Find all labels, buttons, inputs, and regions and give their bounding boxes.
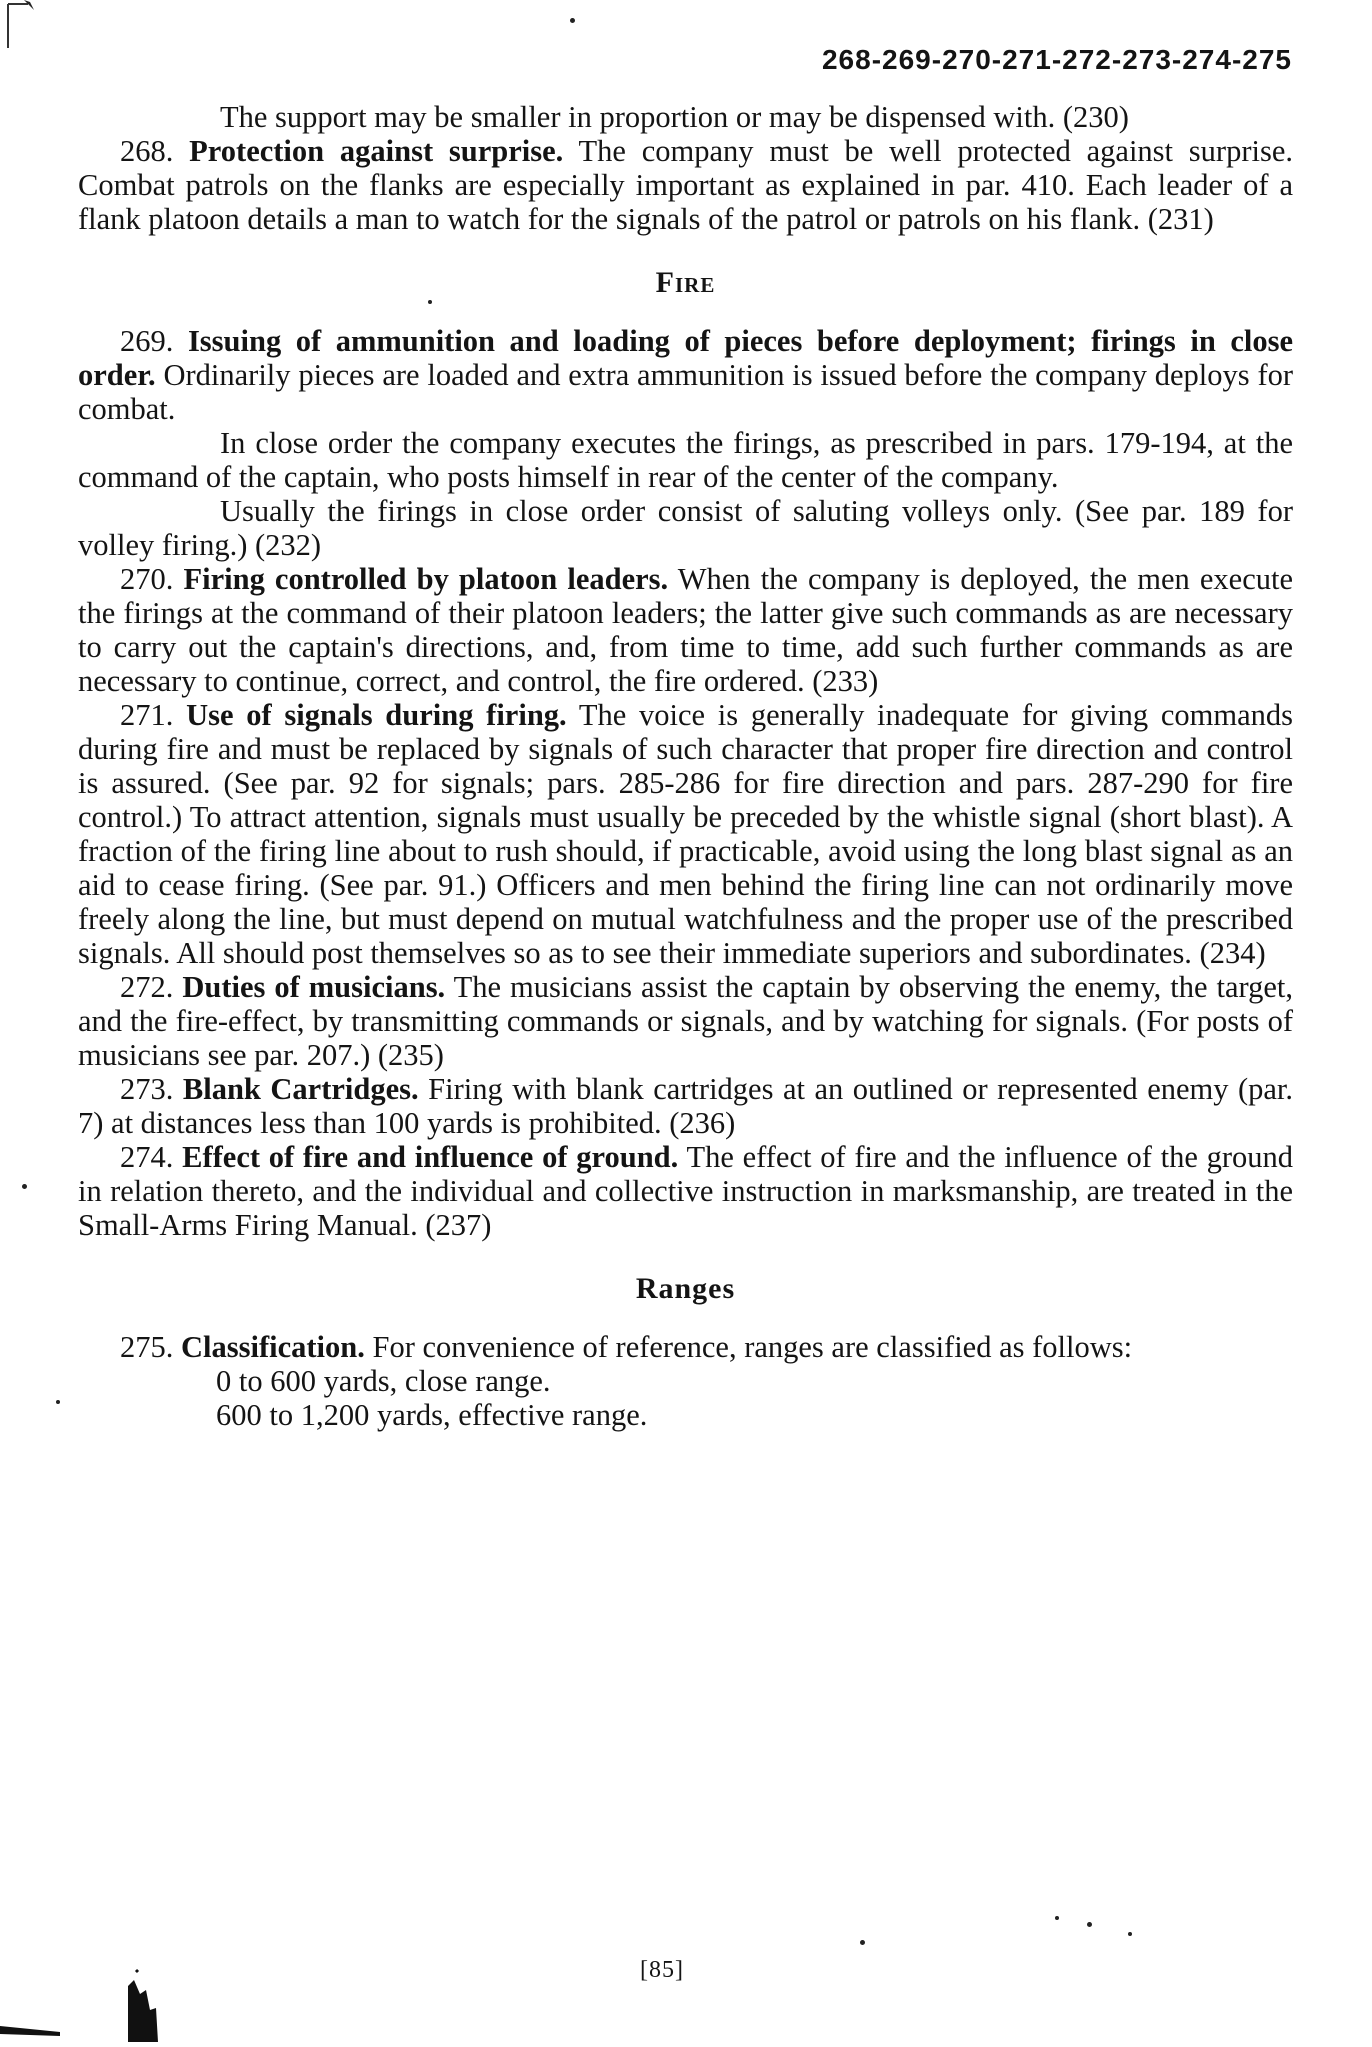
paragraph-number: 272. [120,970,174,1004]
paragraph-number: 268. [120,134,174,168]
paragraph-title: Blank Cartridges. [182,1072,419,1106]
intro-paragraph: The support may be smaller in proportion or may be dispensed with. (230) [220,100,1129,134]
paragraph-number: 273. [120,1072,174,1106]
paragraph-268 [78,134,1293,236]
paragraph-number: 269. [120,324,174,358]
scan-corner-mark [0,0,80,60]
scan-speck [1128,1932,1132,1936]
section-heading-fire: Fire [655,266,716,299]
paragraph-text: The voice is generally inadequate for giving commands during fire and must be replaced by signals of such character that proper fire direction and control is assured. (See par. 92 for signals; pars. 285-286 for fire direction and pars. 287-290 for fire control.) To attract attention, signals must usually be preceded by the whistle signal (short blast). A fraction of the firing line about to rush should, if practicable, avoid using the long blast signal as an aid to cease firing. (See par. 91.) Officers and men behind the firing line can not ordinarily move freely along the line, but must depend on mutual watchfulness and the proper use of the prescribed signals. All should post themselves so as to see their immediate superiors and subordinates. (234) [78,698,1293,970]
paragraph-text: When the company is deployed, the men execute the firings at the command of their platoon leaders; the latter give such commands as are necessary to carry out the captain's directions, and, from time to time, add such further commands as are necessary to continue, correct, and control, the fire ordered. (233) [78,562,1293,698]
paragraph-273 [78,1072,1293,1140]
paragraph-number: 270. [120,562,174,596]
paragraph-269-saluting-volleys: Usually the firings in close order consist of saluting volleys only. (See par. 189 for volley firing.) (232) [78,494,1293,562]
paragraph-text: For convenience of reference, ranges are classified as follows: [372,1330,1133,1364]
scan-speck [22,1184,27,1189]
paragraph-title: Protection against surprise. [189,134,564,168]
paragraph-272 [78,970,1293,1072]
paragraph-number: 275. [120,1330,174,1364]
scan-speck [570,18,575,23]
paragraph-text: The effect of fire and the influence of the ground in relation thereto, and the individual and collective instruction in marksmanship, are treated in the Small-Arms Firing Manual. (237) [78,1140,1294,1242]
page-folio: [85] [640,1957,684,1983]
paragraph-title: Duties of musicians. [182,970,446,1004]
section-heading-ranges: Ranges [635,1272,736,1305]
scan-speck [860,1940,865,1945]
paragraph-271 [78,698,1293,970]
paragraph-text: The musicians assist the captain by observing the enemy, the target, and the fire-effect, by transmitting commands or signals, and by watching for signals. (For posts of musicians see par. 207.) (235) [78,970,1293,1072]
running-header-page-numbers: 268-269-270-271-272-273-274-275 [821,44,1292,75]
paragraph-title: Effect of fire and influence of ground. [182,1140,679,1174]
range-effective: 600 to 1,200 yards, effective range. [216,1398,648,1432]
binding-edge-mark [0,1950,200,2047]
paragraph-number: 271. [120,698,174,732]
range-close: 0 to 600 yards, close range. [216,1364,551,1398]
paragraph-title: Use of signals during firing. [186,698,567,732]
scan-speck [1055,1916,1059,1920]
paragraph-275 [78,1330,1293,1364]
paragraph-269 [78,324,1293,426]
scan-speck [56,1400,60,1404]
paragraph-274 [78,1140,1293,1242]
paragraph-title: Classification. [181,1330,365,1364]
page-body [78,100,1293,1432]
paragraph-title: Firing controlled by platoon leaders. [183,562,669,596]
paragraph-269-close-order: In close order the company executes the firings, as prescribed in pars. 179-194, at the command of the captain, who posts himself in rear of the center of the company. [78,426,1293,494]
paragraph-270 [78,562,1293,698]
scan-speck [1087,1922,1092,1927]
paragraph-number: 274. [120,1140,174,1174]
paragraph-text: Firing with blank cartridges at an outlined or represented enemy (par. 7) at distances less than 100 yards is prohibited. (236) [78,1072,1294,1140]
paragraph-title: Issuing of ammunition and loading of pieces before deployment; firings in close order. [78,324,1294,392]
paragraph-text: The company must be well protected against surprise. Combat patrols on the flanks are especially important as explained in par. 410. Each leader of a flank platoon details a man to watch for the signals of the patrol or patrols on his flank. (231) [78,134,1293,236]
paragraph-text: Ordinarily pieces are loaded and extra ammunition is issued before the company deploys for combat. [78,358,1294,426]
